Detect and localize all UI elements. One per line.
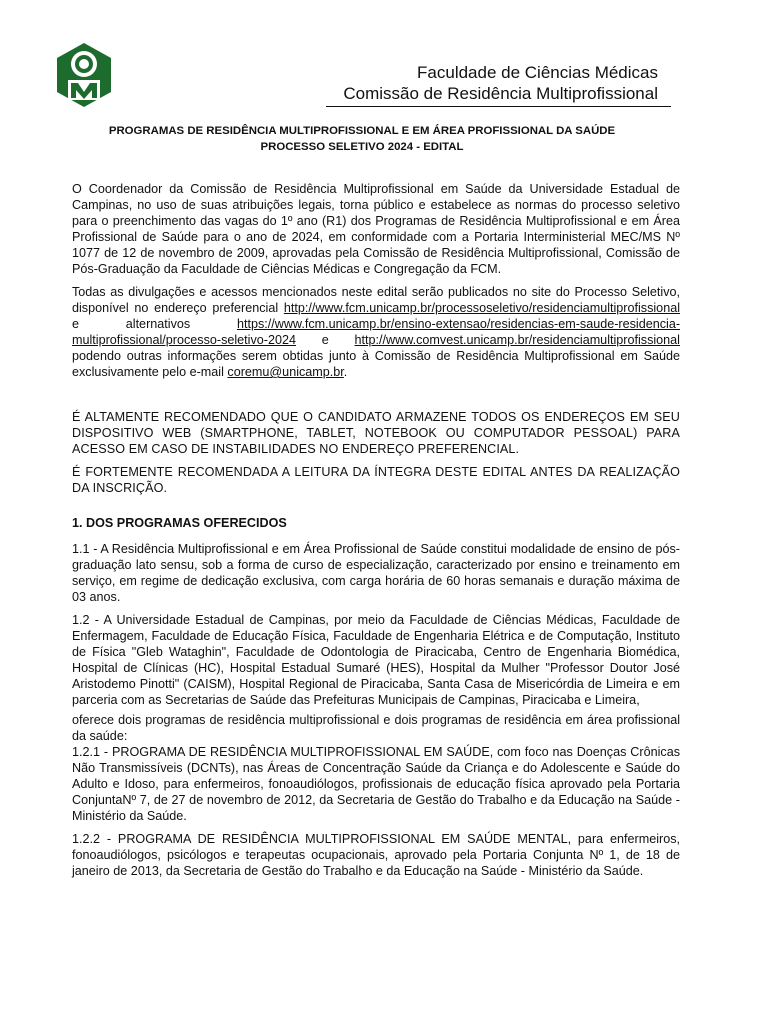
document-title xyxy=(72,123,652,155)
links-paragraph xyxy=(72,284,680,380)
header-divider xyxy=(326,106,671,107)
links-text-d: podendo outras informações serem obtidas junto à Comissão de Residência Multiprofissional em Saúde exclusivamente pelo e-mail xyxy=(72,349,680,379)
links-text-b: e alternativos xyxy=(72,317,191,331)
paragraph-1-2-1: 1.2.1 - PROGRAMA DE RESIDÊNCIA MULTIPROFISSIONAL EM SAÚDE, com foco nas Doenças Crônicas Não Transmissíveis (DCNTs), nas Áreas de Concentração Saúde da Criança e do Adolescente e Saúde do Adulto e Idoso, para enfermeiros, fonoaudiólogos, profissionais de educação física aprovado pela Portaria ConjuntaNº 7, de 27 de novembro de 2012, da Secretaria de Gestão do Trabalho e da Educação na Saúde - Ministério da Saúde. xyxy=(72,745,680,823)
intro-paragraph: O Coordenador da Comissão de Residência Multiprofissional em Saúde da Universidade Estadual de Campinas, no uso de suas atribuições legais, torna público e estabelece as normas do processo seletivo para o preenchimento das vagas do 1º ano (R1) dos Programas de Residência Multiprofissional e em Área Profissional de Saúde para o ano de 2024, em conformidade com a Portaria Interministerial MEC/MS Nº 1077 de 12 de novembro de 2009, aprovadas pela Comissão de Residência Multiprofissional, Comissão de Pós-Graduação da Faculdade de Ciências Médicas e Congregação da FCM. xyxy=(72,182,680,276)
links-text-e: . xyxy=(343,365,348,379)
title-line-2: PROCESSO SELETIVO 2024 - EDITAL xyxy=(260,141,464,153)
faculty-name: Faculdade de Ciências Médicas xyxy=(417,63,658,82)
title-line-1: PROGRAMAS DE RESIDÊNCIA MULTIPROFISSIONAL E EM ÁREA PROFISSIONAL DA SAÚDE xyxy=(108,125,616,137)
paragraph-1-2-continued: oferece dois programas de residência multiprofissional e dois programas de residência em área profissional da saúde: xyxy=(72,713,680,743)
spacer xyxy=(72,387,680,409)
notice-read-edital: É FORTEMENTE RECOMENDADA A LEITURA DA ÍNTEGRA DESTE EDITAL ANTES DA REALIZAÇÃO DA INSCRIÇÃO. xyxy=(72,465,680,495)
section-heading: 1. DOS PROGRAMAS OFERECIDOS xyxy=(72,516,287,530)
paragraph-1-2: 1.2 - A Universidade Estadual de Campinas, por meio da Faculdade de Ciências Médicas, Faculdade de Enfermagem, Faculdade de Educação Física, Faculdade de Engenharia Elétrica e de Computação, Instituto de Física "Gleb Wataghin", Faculdade de Odontologia de Piracicaba, Centro de Engenharia Biomédica, Hospital de Clínicas (HC), Hospital Estadual Sumaré (HES), Hospital da Mulher "Professor Doutor José Aristodemo Pinotti" (CAISM), Hospital Regional de Piracicaba, Santa Casa de Misericórdia de Limeira e em parceria com as Secretarias de Saúde das Prefeituras Municipais de Campinas, Piracicaba e Limeira, xyxy=(72,613,680,707)
links-text-a: Todas as divulgações e acessos mencionados neste edital serão publicados no site do Processo Seletivo, disponível no endereço preferencial xyxy=(72,285,680,315)
fcm-logo xyxy=(54,42,114,108)
fcm-logo-icon xyxy=(54,42,114,108)
links-text-c: e xyxy=(321,333,329,347)
commission-name: Comissão de Residência Multiprofissional xyxy=(343,84,658,103)
organization-header xyxy=(343,62,658,104)
paragraph-1-1: 1.1 - A Residência Multiprofissional e em Área Profissional de Saúde constitui modalidade de ensino de pós-graduação lato sensu, sob a forma de curso de especialização, caracterizado por ensino e treinamento em serviço, em regime de dedicação exclusiva, com carga horária de 60 horas semanais e duração máxima de 03 anos. xyxy=(72,542,680,604)
notice-store-addresses: É ALTAMENTE RECOMENDADO QUE O CANDIDATO ARMAZENE TODOS OS ENDEREÇOS EM SEU DISPOSITIVO WEB (SMARTPHONE, TABLET, NOTEBOOK OU COMPUTADOR PESSOAL) PARA ACESSO EM CASO DE INSTABILIDADES NO ENDEREÇO PREFERENCIAL. xyxy=(72,410,680,456)
paragraph-1-2-2: 1.2.2 - PROGRAMA DE RESIDÊNCIA MULTIPROFISSIONAL EM SAÚDE MENTAL, para enfermeiros, fonoaudiólogos, psicólogos e terapeutas ocupacionais, aprovado pela Portaria Conjunta Nº 1, de 18 de janeiro de 2013, da Secretaria de Gestão do Trabalho e da Educação na Saúde - Ministério da Saúde. xyxy=(72,832,680,878)
email-link[interactable]: coremu@unicamp.br xyxy=(227,365,344,379)
spacer xyxy=(72,503,680,515)
link-alternativo-1[interactable]: https://www.fcm.unicamp.br/ensino-extensao/residencias-em-saude-residencia-multiprofissional/processo-seletivo-2024 xyxy=(72,317,681,347)
link-alternativo-2[interactable]: http://www.comvest.unicamp.br/residenciamultiprofissional xyxy=(354,333,680,347)
document-body xyxy=(72,181,680,886)
link-preferencial[interactable]: http://www.fcm.unicamp.br/processoseletivo/residenciamultiprofissional xyxy=(283,301,680,315)
